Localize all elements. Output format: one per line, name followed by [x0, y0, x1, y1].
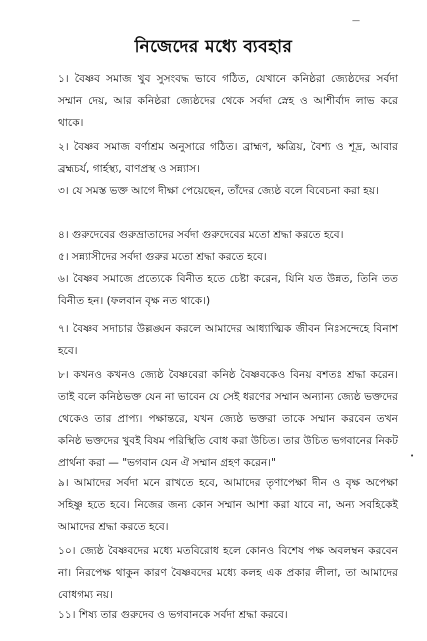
paragraph-10-text: ১০। জ্যেষ্ঠ বৈষ্ণবদের মধ্যে মতবিরোধ হলে কোনও বিশেষ পক্ষ অবলম্বন করবেন না। নিরপেক্ষ থাকুন কারণ বৈষ্ণবদের মধ্যে কলহ এক প্রকার লীলা, তা আমাদের বোধগম্য নয়।: [58, 545, 398, 601]
paragraph-7: [36, 318, 398, 362]
paragraph-3: [36, 180, 398, 202]
paragraph-4: [36, 224, 398, 246]
paragraph-11: [36, 604, 398, 626]
paragraph-8: [36, 364, 398, 474]
paragraph-1-text: ১। বৈষ্ণব সমাজ খুব সুসংবদ্ধ ভাবে গঠিত, যেখানে কনিষ্ঠরা জ্যেষ্ঠদের সর্বদা সম্মান দেয়, আর কনিষ্ঠরা জ্যেষ্ঠদের থেকে সর্বদা স্নেহ ও আশীর্বাদ লাভ করে থাকে।: [58, 73, 398, 129]
margin-tick: —: [352, 16, 360, 25]
paragraph-9: [36, 472, 398, 538]
paragraph-8-text: ৮। কখনও কখনও জ্যেষ্ঠ বৈষ্ণবেরা কনিষ্ঠ বৈষ্ণবকেও বিনয় বশতঃ শ্রদ্ধা করেন। তাই বলে কনিষ্ঠভক্ত যেন না ভাবেন যে সেই ধরণের সম্মান অন্যান্য জ্যেষ্ঠ ভক্তদের থেকেও তার প্রাপ্য। পক্ষান্তরে, যখন জ্যেষ্ঠ ভক্তরা তাকে সম্মান করবেন তখন কনিষ্ঠ ভক্তদের খুবই বিষম পরিস্থিতি বোধ করা উচিত। তার উচিত ভগবানের নিকট প্রার্থনা করা — "ভগবান যেন ঐ সম্মান গ্রহণ করেন।": [58, 369, 398, 469]
margin-dot: •: [410, 452, 415, 460]
paragraph-3-text: ৩। যে সমস্ত ভক্ত আগে দীক্ষা পেয়েছেন, তাঁদের জ্যেষ্ঠ বলে বিবেচনা করা হয়।: [58, 185, 379, 197]
paragraph-6-text: ৬। বৈষ্ণব সমাজে প্রত্যেকে বিনীত হতে চেষ্টা করেন, যিনি যত উন্নত, তিনি তত বিনীত হন। (ফলবান বৃক্ষ নত থাকে।): [58, 273, 398, 307]
paragraph-2: [36, 136, 398, 180]
page-title: নিজেদের মধ্যে ব্যবহার: [134, 37, 293, 57]
paragraph-1: [36, 68, 398, 134]
paragraph-11-text: ১১। শিষ্য তার গুরুদেব ও ভগবানকে সর্বদা শ্রদ্ধা করবে।: [58, 609, 288, 621]
paragraph-6: [36, 268, 398, 312]
paragraph-7-text: ৭। বৈষ্ণব সদাচার উল্লঙ্ঘন করলে আমাদের আধ্যাত্মিক জীবন নিঃসন্দেহে বিনাশ হবে।: [58, 323, 398, 357]
paragraph-10: [36, 540, 398, 606]
paragraph-5: [36, 246, 398, 268]
paragraph-2-text: ২। বৈষ্ণব সমাজ বর্ণাশ্রম অনুসারে গঠিত। ব্রাহ্মণ, ক্ষত্রিয়, বৈশ্য ও শূদ্র, আবার ব্রহ্মচর্য, গার্হস্থ্য, বাণপ্রস্থ ও সন্ন্যাস।: [58, 141, 398, 175]
paragraph-4-text: ৪। গুরুদেবের গুরুভ্রাতাদের সর্বদা গুরুদেবের মতো শ্রদ্ধা করতে হবে।: [58, 229, 344, 241]
paragraph-5-text: ৫। সন্ন্যাসীদের সর্বদা গুরুর মতো শ্রদ্ধা করতে হবে।: [58, 251, 267, 263]
paragraph-9-text: ৯। আমাদের সর্বদা মনে রাখতে হবে, আমাদের তৃণাপেক্ষা দীন ও বৃক্ষ অপেক্ষা সহিষ্ণু হতে হবে। নিজের জন্য কোন সম্মান আশা করা যাবে না, অন্য সবহিকেই আমাদের শ্রদ্ধা করতে হবে।: [58, 477, 398, 533]
